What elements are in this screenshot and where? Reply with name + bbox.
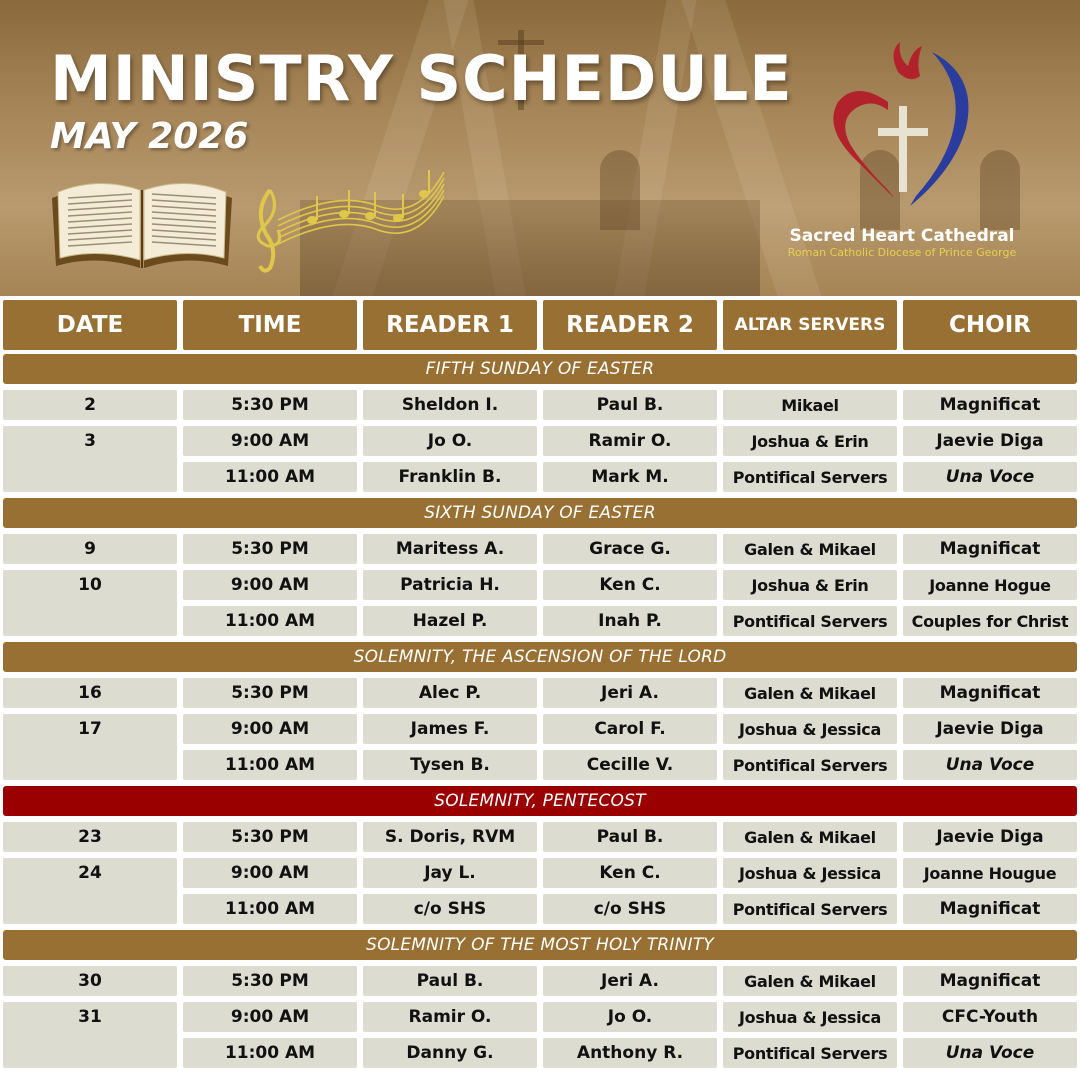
reader-2-cell: c/o SHS	[543, 894, 717, 924]
column-header-reader-2: READER 2	[543, 300, 717, 350]
choir-cell: Couples for Christ	[903, 606, 1077, 636]
reader-1-cell: Danny G.	[363, 1038, 537, 1068]
time-cell: 5:30 PM	[183, 822, 357, 852]
altar-servers-cell: Joshua & Jessica	[723, 858, 897, 888]
choir-cell: Magnificat	[903, 966, 1077, 996]
altar-servers-cell: Galen & Mikael	[723, 678, 897, 708]
section-title: SOLEMNITY, PENTECOST	[3, 786, 1077, 816]
table-row	[3, 822, 1077, 852]
date-cell: 16	[3, 678, 177, 708]
table-row	[183, 858, 1080, 888]
choir-cell: Una Voce	[903, 1038, 1077, 1068]
bible-icon	[48, 168, 236, 272]
table-row-group	[3, 426, 1077, 492]
altar-servers-cell: Joshua & Jessica	[723, 1002, 897, 1032]
reader-2-cell: Paul B.	[543, 822, 717, 852]
background-window	[980, 150, 1020, 230]
time-cell: 9:00 AM	[183, 570, 357, 600]
reader-2-cell: Anthony R.	[543, 1038, 717, 1068]
section-title: SIXTH SUNDAY OF EASTER	[3, 498, 1077, 528]
altar-servers-cell: Mikael	[723, 390, 897, 420]
altar-servers-cell: Pontifical Servers	[723, 462, 897, 492]
altar-servers-cell: Pontifical Servers	[723, 894, 897, 924]
choir-cell: CFC-Youth	[903, 1002, 1077, 1032]
music-notes-icon	[248, 150, 448, 274]
sacred-heart-logo	[828, 40, 978, 215]
time-cell: 9:00 AM	[183, 426, 357, 456]
page-title: MINISTRY SCHEDULE	[50, 42, 793, 115]
altar-servers-cell: Pontifical Servers	[723, 750, 897, 780]
altar-servers-cell: Joshua & Erin	[723, 570, 897, 600]
reader-2-cell: Paul B.	[543, 390, 717, 420]
column-header-time: TIME	[183, 300, 357, 350]
table-row	[183, 714, 1080, 744]
table-row	[3, 390, 1077, 420]
date-cell: 2	[3, 390, 177, 420]
reader-1-cell: Jay L.	[363, 858, 537, 888]
time-cell: 9:00 AM	[183, 858, 357, 888]
time-cell: 11:00 AM	[183, 462, 357, 492]
altar-servers-cell: Pontifical Servers	[723, 1038, 897, 1068]
table-row	[3, 534, 1077, 564]
altar-servers-cell: Pontifical Servers	[723, 606, 897, 636]
altar-servers-cell: Galen & Mikael	[723, 822, 897, 852]
reader-2-cell: Mark M.	[543, 462, 717, 492]
time-cell: 5:30 PM	[183, 390, 357, 420]
altar-servers-cell: Joshua & Erin	[723, 426, 897, 456]
reader-2-cell: Ken C.	[543, 570, 717, 600]
reader-2-cell: Cecille V.	[543, 750, 717, 780]
table-row	[3, 966, 1077, 996]
date-cell: 30	[3, 966, 177, 996]
reader-1-cell: Alec P.	[363, 678, 537, 708]
time-cell: 5:30 PM	[183, 678, 357, 708]
choir-cell: Joanne Hougue	[903, 858, 1077, 888]
altar-servers-cell: Galen & Mikael	[723, 534, 897, 564]
reader-1-cell: James F.	[363, 714, 537, 744]
date-cell: 9	[3, 534, 177, 564]
schedule-table	[3, 300, 1077, 1074]
reader-1-cell: Patricia H.	[363, 570, 537, 600]
time-cell: 11:00 AM	[183, 1038, 357, 1068]
table-row-group	[3, 858, 1077, 924]
page-subtitle: MAY 2026	[50, 116, 249, 157]
choir-cell: Magnificat	[903, 678, 1077, 708]
choir-cell: Magnificat	[903, 390, 1077, 420]
time-cell: 11:00 AM	[183, 750, 357, 780]
reader-2-cell: Ken C.	[543, 858, 717, 888]
table-row-group	[3, 570, 1077, 636]
choir-cell: Jaevie Diga	[903, 426, 1077, 456]
reader-1-cell: Jo O.	[363, 426, 537, 456]
reader-2-cell: Inah P.	[543, 606, 717, 636]
reader-1-cell: Paul B.	[363, 966, 537, 996]
table-header-row	[3, 300, 1077, 350]
choir-cell: Magnificat	[903, 534, 1077, 564]
background-window	[600, 150, 640, 230]
table-row-group	[3, 714, 1077, 780]
column-header-date: DATE	[3, 300, 177, 350]
table-row	[183, 1038, 1080, 1068]
reader-2-cell: Jeri A.	[543, 678, 717, 708]
time-cell: 11:00 AM	[183, 606, 357, 636]
section-title: SOLEMNITY OF THE MOST HOLY TRINITY	[3, 930, 1077, 960]
reader-2-cell: Carol F.	[543, 714, 717, 744]
date-cell: 10	[3, 570, 177, 636]
choir-cell: Jaevie Diga	[903, 714, 1077, 744]
table-row	[183, 606, 1080, 636]
date-cell: 31	[3, 1002, 177, 1068]
choir-cell: Jaevie Diga	[903, 822, 1077, 852]
table-row	[183, 1002, 1080, 1032]
time-cell: 5:30 PM	[183, 966, 357, 996]
column-header-altar-servers: ALTAR SERVERS	[723, 300, 897, 350]
table-row-group	[3, 1002, 1077, 1068]
choir-cell: Magnificat	[903, 894, 1077, 924]
time-cell: 9:00 AM	[183, 1002, 357, 1032]
reader-1-cell: Hazel P.	[363, 606, 537, 636]
organization-name: Sacred Heart Cathedral	[789, 226, 1015, 246]
section-title: FIFTH SUNDAY OF EASTER	[3, 354, 1077, 384]
reader-2-cell: Jeri A.	[543, 966, 717, 996]
date-cell: 3	[3, 426, 177, 492]
table-row	[183, 570, 1080, 600]
reader-1-cell: c/o SHS	[363, 894, 537, 924]
time-cell: 9:00 AM	[183, 714, 357, 744]
section-title: SOLEMNITY, THE ASCENSION OF THE LORD	[3, 642, 1077, 672]
reader-1-cell: Tysen B.	[363, 750, 537, 780]
header-banner	[0, 0, 1080, 296]
reader-1-cell: Sheldon I.	[363, 390, 537, 420]
altar-servers-cell: Joshua & Jessica	[723, 714, 897, 744]
table-row	[183, 750, 1080, 780]
date-cell: 23	[3, 822, 177, 852]
reader-1-cell: S. Doris, RVM	[363, 822, 537, 852]
reader-2-cell: Ramir O.	[543, 426, 717, 456]
altar-servers-cell: Galen & Mikael	[723, 966, 897, 996]
reader-1-cell: Franklin B.	[363, 462, 537, 492]
table-row	[3, 678, 1077, 708]
reader-1-cell: Maritess A.	[363, 534, 537, 564]
column-header-reader-1: READER 1	[363, 300, 537, 350]
time-cell: 11:00 AM	[183, 894, 357, 924]
date-cell: 24	[3, 858, 177, 924]
choir-cell: Joanne Hogue	[903, 570, 1077, 600]
choir-cell: Una Voce	[903, 462, 1077, 492]
column-header-choir: CHOIR	[903, 300, 1077, 350]
reader-2-cell: Grace G.	[543, 534, 717, 564]
table-row	[183, 426, 1080, 456]
table-row	[183, 462, 1080, 492]
organization-subtitle: Roman Catholic Diocese of Prince George	[787, 246, 1017, 259]
reader-1-cell: Ramir O.	[363, 1002, 537, 1032]
reader-2-cell: Jo O.	[543, 1002, 717, 1032]
date-cell: 17	[3, 714, 177, 780]
table-row	[183, 894, 1080, 924]
time-cell: 5:30 PM	[183, 534, 357, 564]
choir-cell: Una Voce	[903, 750, 1077, 780]
